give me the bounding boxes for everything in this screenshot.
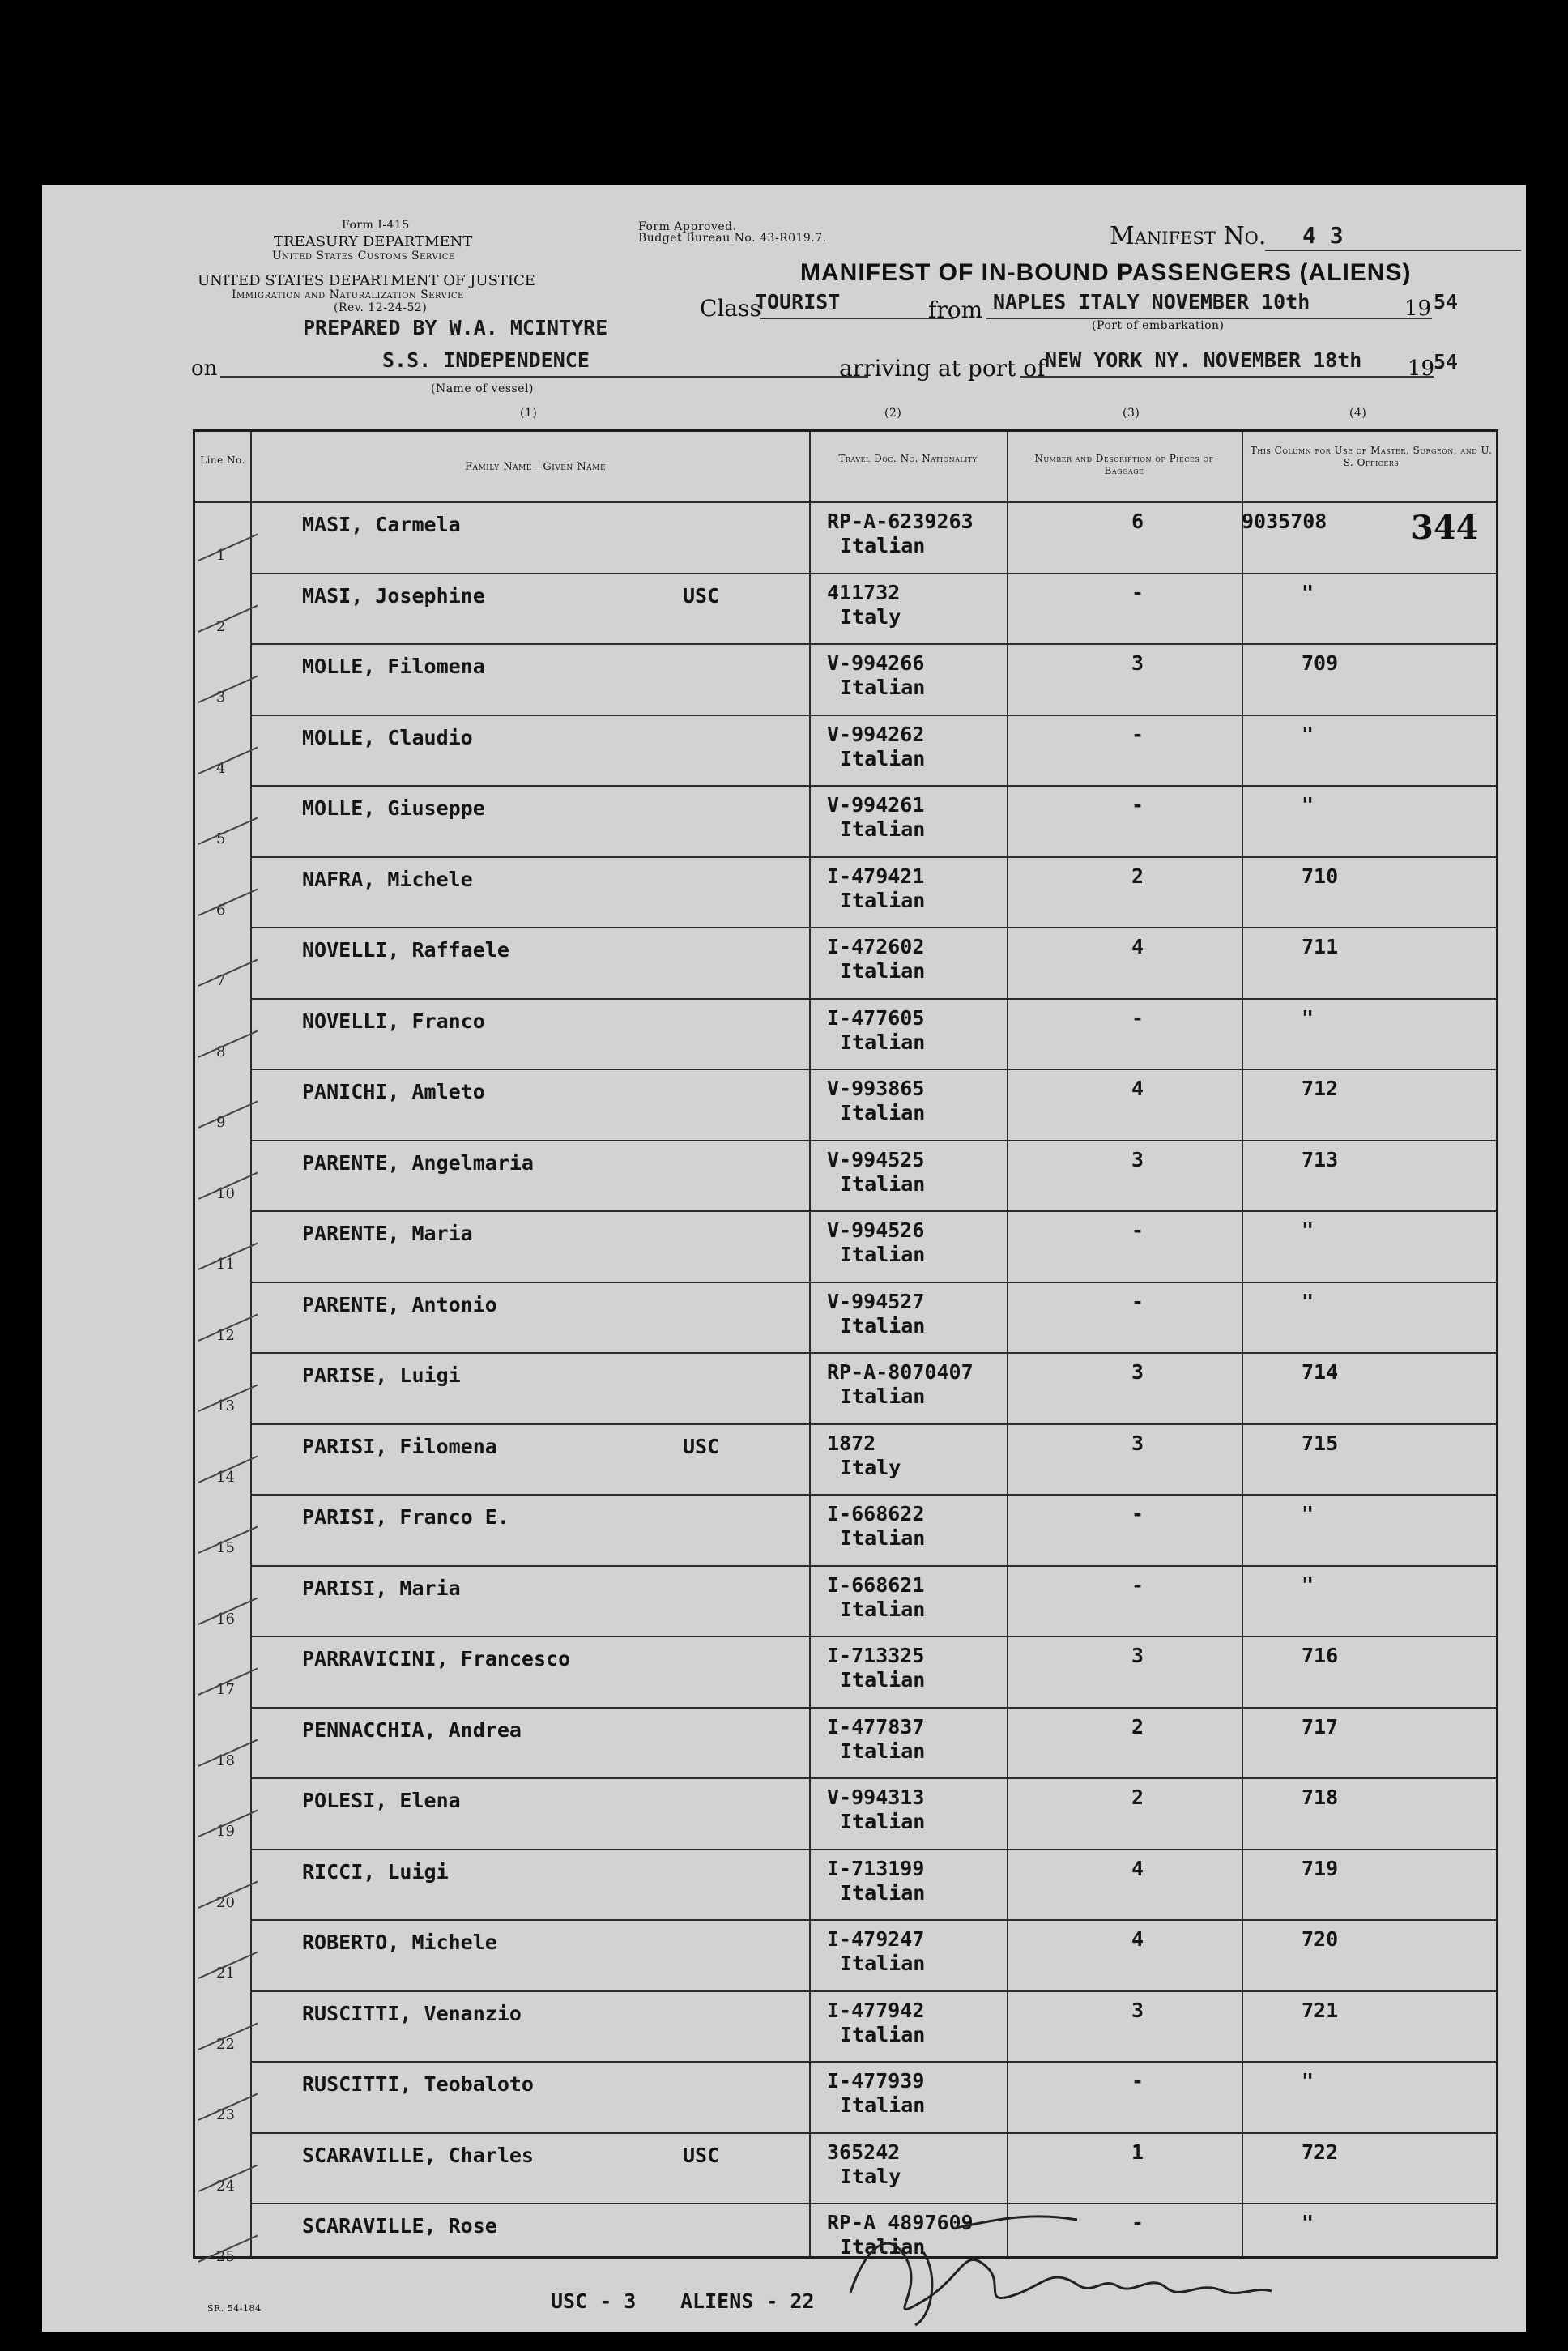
baggage-count: - [1131,2069,1144,2093]
nationality: Italy [840,604,901,629]
passenger-name: PARENTE, Antonio [302,1292,497,1316]
baggage-count: 2 [1131,1786,1144,1809]
baggage-count: 3 [1131,1998,1144,2022]
col-num-3: (3) [1123,407,1140,420]
nationality: Italy [840,1455,901,1479]
col-baggage: Number and Description of Pieces of Baggage [1034,453,1214,476]
nationality: Italy [840,2164,901,2188]
passenger-table [193,429,1498,2265]
nationality: Italian [840,746,926,770]
citizen-flag: USC [683,583,720,608]
customs-service: United States Customs Service [272,250,455,262]
passenger-name: PARRAVICINI, Francesco [302,1647,571,1670]
tally-mark [198,746,258,774]
nationality: Italian [840,1810,926,1833]
travel-doc-number: I-472602 [827,935,925,958]
col-line-no: Line No. [200,454,245,466]
line-number: 12 [216,1326,235,1344]
passenger-name: MASI, Carmela [302,513,461,536]
officer-number: " [1302,580,1314,604]
passenger-name: PARISE, Luigi [302,1363,461,1387]
col-travel-doc: Travel Doc. No. Nationality [838,453,978,464]
nationality: Italian [840,1385,926,1408]
travel-doc-number: V-993865 [827,1077,925,1100]
baggage-count: - [1131,793,1144,817]
nationality: Italian [840,2235,926,2259]
line-number: 22 [216,2035,235,2053]
citizen-flag: USC [683,1434,720,1458]
table-row [195,1636,1501,1707]
passenger-name: PARISI, Franco E. [302,1505,509,1529]
page-stamp: 344 [1411,509,1479,547]
line-number: 23 [216,2106,235,2123]
passenger-name: SCARAVILLE, Charles [302,2143,534,2167]
officer-number: " [1302,1572,1314,1597]
baggage-count: 4 [1131,1856,1144,1880]
col-num-2: (2) [884,407,902,420]
officer-number: 722 [1302,2140,1339,2164]
passenger-name: RICCI, Luigi [302,1859,449,1884]
arriving-label: arriving at port of [839,355,1046,382]
passenger-name: PARENTE, Angelmaria [302,1150,534,1175]
line-number: 25 [216,2248,235,2265]
officer-number: 715 [1302,1431,1339,1455]
table-row [195,1565,1501,1636]
table-row [195,785,1501,856]
baggage-count: - [1131,1289,1144,1313]
travel-doc-number: V-994526 [827,1218,925,1242]
form-approved: Form Approved. [638,220,737,233]
year2-prefix: 19 [1408,356,1435,381]
nationality: Italian [840,1952,926,1975]
class-value: TOURIST [755,290,841,314]
travel-doc-number: I-479421 [827,864,925,888]
baggage-count: 1 [1131,2140,1144,2164]
table-row [195,1069,1501,1140]
travel-doc-number: V-994527 [827,1289,925,1313]
table-row [195,998,1501,1069]
arriving-underline [1020,376,1434,378]
nationality: Italian [840,1526,926,1550]
officer-number: " [1302,2211,1314,2234]
baggage-count: 3 [1131,651,1144,675]
line-number: 9 [216,1114,226,1131]
travel-doc-number: V-994261 [827,793,925,817]
baggage-count: 4 [1131,1077,1144,1100]
class-label: Class [700,295,761,322]
table-row [195,1423,1501,1495]
nationality: Italian [840,1030,926,1054]
baggage-count: 3 [1131,1431,1144,1455]
tally-mark [198,534,258,561]
year2-value: 54 [1434,350,1459,373]
baggage-count: 2 [1131,1714,1144,1739]
officer-number: " [1302,1218,1314,1242]
manifest-underline [1265,250,1521,251]
line-number: 24 [216,2177,235,2195]
passenger-name: RUSCITTI, Teobaloto [302,2072,534,2096]
prepared-by: PREPARED BY W.A. MCINTYRE [303,316,608,339]
line-number: 5 [216,830,226,847]
aliens-total: ALIENS - 22 [680,2289,815,2313]
officer-number: " [1302,1289,1314,1313]
travel-doc-number: RP-A-6239263 [827,510,974,533]
travel-doc-number: 411732 [827,580,901,604]
passenger-name: MOLLE, Filomena [302,655,485,678]
table-row [195,927,1501,998]
travel-doc-number: I-477605 [827,1005,925,1030]
officer-number: 9035708 [1242,510,1327,533]
baggage-count: 3 [1131,1644,1144,1667]
nationality: Italian [840,534,926,557]
officer-number: " [1302,722,1314,746]
line-number: 8 [216,1043,226,1060]
table-row [195,1352,1501,1423]
passenger-name: MASI, Josephine [302,583,485,608]
vessel-name: S.S. INDEPENDENCE [382,348,590,372]
line-number: 18 [216,1752,235,1769]
table-row [195,2061,1501,2132]
col-family-name: Family Name—Given Name [464,461,607,473]
line-number: 17 [216,1681,235,1698]
vessel-note: (Name of vessel) [431,382,534,395]
travel-doc-number: I-477939 [827,2069,925,2093]
nationality: Italian [840,1880,926,1905]
nationality: Italian [840,1313,926,1338]
usc-total: USC - 3 [551,2289,637,2313]
passenger-name: SCARAVILLE, Rose [302,2214,497,2238]
officer-number: 713 [1302,1147,1339,1171]
line-number: 13 [216,1397,235,1414]
treasury-dept: TREASURY DEPARTMENT [274,233,473,250]
tally-mark [198,817,258,845]
passenger-name: POLESI, Elena [302,1789,461,1812]
travel-doc-number: I-713199 [827,1856,925,1880]
line-number: 21 [216,1965,235,1982]
from-value: NAPLES ITALY NOVEMBER 10th [993,290,1310,314]
travel-doc-number: V-994266 [827,651,925,675]
baggage-count: 2 [1131,864,1144,888]
officer-number: 717 [1302,1714,1339,1739]
tally-mark [198,888,258,915]
table-row [195,501,1501,573]
from-label: from [928,297,983,323]
baggage-count: - [1131,580,1144,604]
officer-number: 712 [1302,1077,1339,1100]
line-number: 16 [216,1610,235,1628]
officer-number: 710 [1302,864,1339,888]
nationality: Italian [840,1171,926,1196]
passenger-name: NOVELLI, Franco [302,1009,485,1033]
baggage-count: - [1131,722,1144,746]
passenger-name: PENNACCHIA, Andrea [302,1717,522,1742]
officer-number: 716 [1302,1644,1339,1667]
table-row [195,856,1501,928]
officer-number: 714 [1302,1360,1339,1384]
year-value: 54 [1434,290,1459,314]
passenger-name: RUSCITTI, Venanzio [302,2001,522,2025]
table-row [195,1210,1501,1282]
officer-number: 721 [1302,1998,1339,2022]
officer-number: 719 [1302,1856,1339,1880]
passenger-name: PARISI, Filomena [302,1434,497,1458]
nationality: Italian [840,1739,926,1763]
officer-number: " [1302,2069,1314,2093]
tally-mark [198,676,258,703]
vessel-underline [220,376,868,378]
col-num-4: (4) [1349,407,1367,420]
manifest-number: 4 3 [1302,222,1344,249]
nationality: Italian [840,2093,926,2117]
year-prefix: 19 [1404,297,1432,321]
table-row [195,643,1501,715]
baggage-count: - [1131,1502,1144,1525]
travel-doc-number: V-994262 [827,722,925,746]
travel-doc-number: RP-A-8070407 [827,1360,974,1384]
travel-doc-number: 1872 [827,1431,876,1455]
table-row [195,1494,1501,1565]
arriving-value: NEW YORK NY. NOVEMBER 18th [1045,348,1362,372]
baggage-count: 3 [1131,1360,1144,1384]
travel-doc-number: I-479247 [827,1927,925,1951]
passenger-name: PARENTE, Maria [302,1222,473,1245]
baggage-count: - [1131,1005,1144,1030]
officer-number: " [1302,793,1314,817]
table-row [195,1777,1501,1849]
travel-doc-number: I-713325 [827,1644,925,1667]
officer-number: 711 [1302,935,1339,958]
travel-doc-number: I-668622 [827,1502,925,1525]
line-number: 1 [216,547,226,564]
travel-doc-number: V-994313 [827,1786,925,1809]
nationality: Italian [840,676,926,699]
line-number: 14 [216,1468,235,1486]
line-number: 10 [216,1184,235,1202]
ins-service: Immigration and Naturalization Service [232,288,464,301]
citizen-flag: USC [683,2143,720,2167]
manifest-label: Manifest No. [1110,222,1267,250]
passenger-name: PANICHI, Amleto [302,1080,485,1103]
col-officers: This Column for Use of Master, Surgeon, and U. S. Officers [1250,445,1493,468]
nationality: Italian [840,1243,926,1266]
manifest-title: MANIFEST OF IN-BOUND PASSENGERS (ALIENS) [800,259,1412,286]
nationality: Italian [840,888,926,912]
budget-bureau: Budget Bureau No. 43-R019.7. [638,232,827,245]
port-embark-note: (Port of embarkation) [1092,319,1225,332]
tally-mark [198,604,258,632]
class-underline [760,318,954,319]
baggage-count: 4 [1131,1927,1144,1951]
baggage-count: - [1131,1572,1144,1597]
line-number: 3 [216,689,226,706]
officer-number: 718 [1302,1786,1339,1809]
tally-mark [198,1030,258,1057]
baggage-count: 3 [1131,1147,1144,1171]
nationality: Italian [840,817,926,841]
baggage-count: 4 [1131,935,1144,958]
form-revision: (Rev. 12-24-52) [334,301,428,314]
tally-mark [198,1101,258,1129]
tally-mark [198,959,258,987]
line-number: 4 [216,759,226,777]
travel-doc-number: I-477837 [827,1714,925,1739]
table-row [195,1849,1501,1920]
table-row [195,1919,1501,1990]
nationality: Italian [840,2022,926,2046]
line-number: 11 [216,1256,235,1273]
signature [834,2195,1288,2333]
line-number: 7 [216,972,226,989]
table-row [195,1990,1501,2062]
col-num-1: (1) [520,407,538,420]
travel-doc-number: RP-A 4897609 [827,2211,974,2234]
table-row [195,573,1501,644]
nationality: Italian [840,1597,926,1621]
baggage-count: - [1131,2211,1144,2234]
passenger-name: MOLLE, Giuseppe [302,796,485,820]
travel-doc-number: 365242 [827,2140,901,2164]
baggage-count: - [1131,1218,1144,1242]
table-row [195,1282,1501,1353]
table-row [195,2132,1501,2204]
travel-doc-number: I-477942 [827,1998,925,2022]
line-number: 15 [216,1539,235,1556]
line-number: 20 [216,1893,235,1911]
passenger-name: ROBERTO, Michele [302,1931,497,1954]
nationality: Italian [840,1101,926,1124]
passenger-name: MOLLE, Claudio [302,725,473,749]
on-label: on [191,356,218,381]
passenger-name: NOVELLI, Raffaele [302,938,509,962]
line-number: 6 [216,901,226,919]
officer-number: 709 [1302,651,1339,675]
line-number: 19 [216,1823,235,1840]
passenger-name: PARISI, Maria [302,1576,461,1600]
line-number: 2 [216,617,226,635]
travel-doc-number: V-994525 [827,1147,925,1171]
form-code: SR. 54-184 [207,2303,262,2314]
table-row [195,1707,1501,1778]
travel-doc-number: I-668621 [827,1572,925,1597]
table-row [195,1140,1501,1211]
officer-number: " [1302,1005,1314,1030]
passenger-name: NAFRA, Michele [302,867,473,891]
nationality: Italian [840,1668,926,1692]
officer-number: " [1302,1502,1314,1525]
baggage-count: 6 [1131,510,1144,533]
nationality: Italian [840,959,926,983]
table-row [195,715,1501,786]
dept-justice: UNITED STATES DEPARTMENT OF JUSTICE [198,272,535,289]
form-number: Form I-415 [342,219,410,232]
officer-number: 720 [1302,1927,1339,1951]
